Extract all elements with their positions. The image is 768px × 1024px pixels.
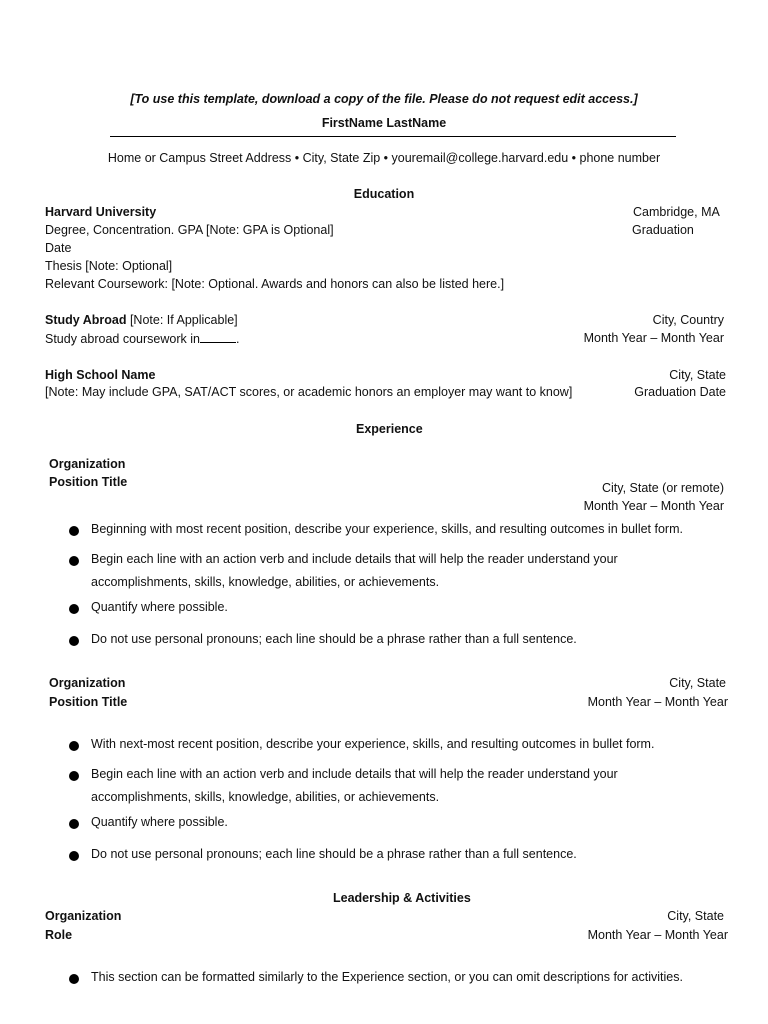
high-school-name: High School Name xyxy=(45,368,156,382)
study-abroad-line xyxy=(45,313,238,327)
job1-dates: Month Year – Month Year xyxy=(583,499,724,513)
bullet-icon xyxy=(69,556,79,566)
degree-line: Degree, Concentration. GPA [Note: GPA is Optional] xyxy=(45,223,334,237)
job2-bullet-1: With next-most recent position, describe your experience, skills, and resulting outcomes in bullet form. xyxy=(91,737,655,751)
leadership-dates: Month Year – Month Year xyxy=(587,928,728,942)
job2-bullet-3: Quantify where possible. xyxy=(91,815,228,829)
thesis-line: Thesis [Note: Optional] xyxy=(45,259,173,273)
experience-heading: Experience xyxy=(356,422,423,436)
bullet-icon xyxy=(69,771,79,781)
job1-bullet-4: Do not use personal pronouns; each line should be a phrase rather than a full sentence. xyxy=(91,632,577,646)
bullet-icon xyxy=(69,974,79,984)
header-divider xyxy=(110,136,676,137)
bullet-icon xyxy=(69,526,79,536)
school-location: Cambridge, MA xyxy=(633,205,720,219)
bullet-icon xyxy=(69,741,79,751)
graduation-date: Date xyxy=(45,241,72,255)
job1-organization: Organization xyxy=(49,457,126,471)
blank-underline xyxy=(200,331,236,343)
job2-bullet-2-cont: accomplishments, skills, knowledge, abilities, or achievements. xyxy=(91,790,440,804)
bullet-icon xyxy=(69,851,79,861)
job1-bullet-3: Quantify where possible. xyxy=(91,600,228,614)
template-note: [To use this template, download a copy of the file. Please do not request edit access.] xyxy=(130,92,638,106)
job2-dates: Month Year – Month Year xyxy=(587,695,728,709)
job1-location: City, State (or remote) xyxy=(601,481,724,495)
leadership-organization: Organization xyxy=(45,909,122,923)
job1-bullet-2-cont: accomplishments, skills, knowledge, abilities, or achievements. xyxy=(91,575,440,589)
leadership-role: Role xyxy=(45,928,73,942)
job2-bullet-2: Begin each line with an action verb and include details that will help the reader understand your xyxy=(91,767,618,781)
school-name: Harvard University xyxy=(45,205,157,219)
education-heading: Education xyxy=(353,187,415,201)
job2-organization: Organization xyxy=(49,676,126,690)
leadership-heading: Leadership & Activities xyxy=(333,891,471,905)
high-school-date: Graduation Date xyxy=(634,385,726,399)
study-abroad-coursework xyxy=(45,331,239,346)
graduation-label: Graduation xyxy=(632,223,694,237)
high-school-note: [Note: May include GPA, SAT/ACT scores, or academic honors an employer may want to know] xyxy=(45,385,573,399)
study-abroad-note: [Note: If Applicable] xyxy=(126,313,238,327)
job1-position-title: Position Title xyxy=(49,475,128,489)
study-abroad-location: City, Country xyxy=(652,313,724,327)
job1-bullet-2: Begin each line with an action verb and include details that will help the reader understand your xyxy=(91,552,618,566)
leadership-location: City, State xyxy=(667,909,724,923)
coursework-line: Relevant Coursework: [Note: Optional. Awards and honors can also be listed here.] xyxy=(45,277,505,291)
high-school-location: City, State xyxy=(669,368,726,382)
study-abroad-coursework-text: Study abroad coursework in xyxy=(45,332,200,346)
job1-bullet-1: Beginning with most recent position, describe your experience, skills, and resulting outcomes in bullet form. xyxy=(91,522,683,536)
contact-line: Home or Campus Street Address • City, State Zip • youremail@college.harvard.edu • phone number xyxy=(107,151,661,165)
study-abroad-title: Study Abroad xyxy=(45,313,127,327)
resume-name: FirstName LastName xyxy=(321,116,447,130)
job2-bullet-4: Do not use personal pronouns; each line should be a phrase rather than a full sentence. xyxy=(91,847,577,861)
bullet-icon xyxy=(69,636,79,646)
job2-location: City, State xyxy=(669,676,726,690)
job2-position-title: Position Title xyxy=(49,695,128,709)
leadership-bullet-1: This section can be formatted similarly to the Experience section, or you can omit descriptions for activities. xyxy=(91,970,683,984)
study-abroad-dates: Month Year – Month Year xyxy=(583,331,724,345)
bullet-icon xyxy=(69,604,79,614)
bullet-icon xyxy=(69,819,79,829)
study-abroad-period: . xyxy=(235,332,240,346)
